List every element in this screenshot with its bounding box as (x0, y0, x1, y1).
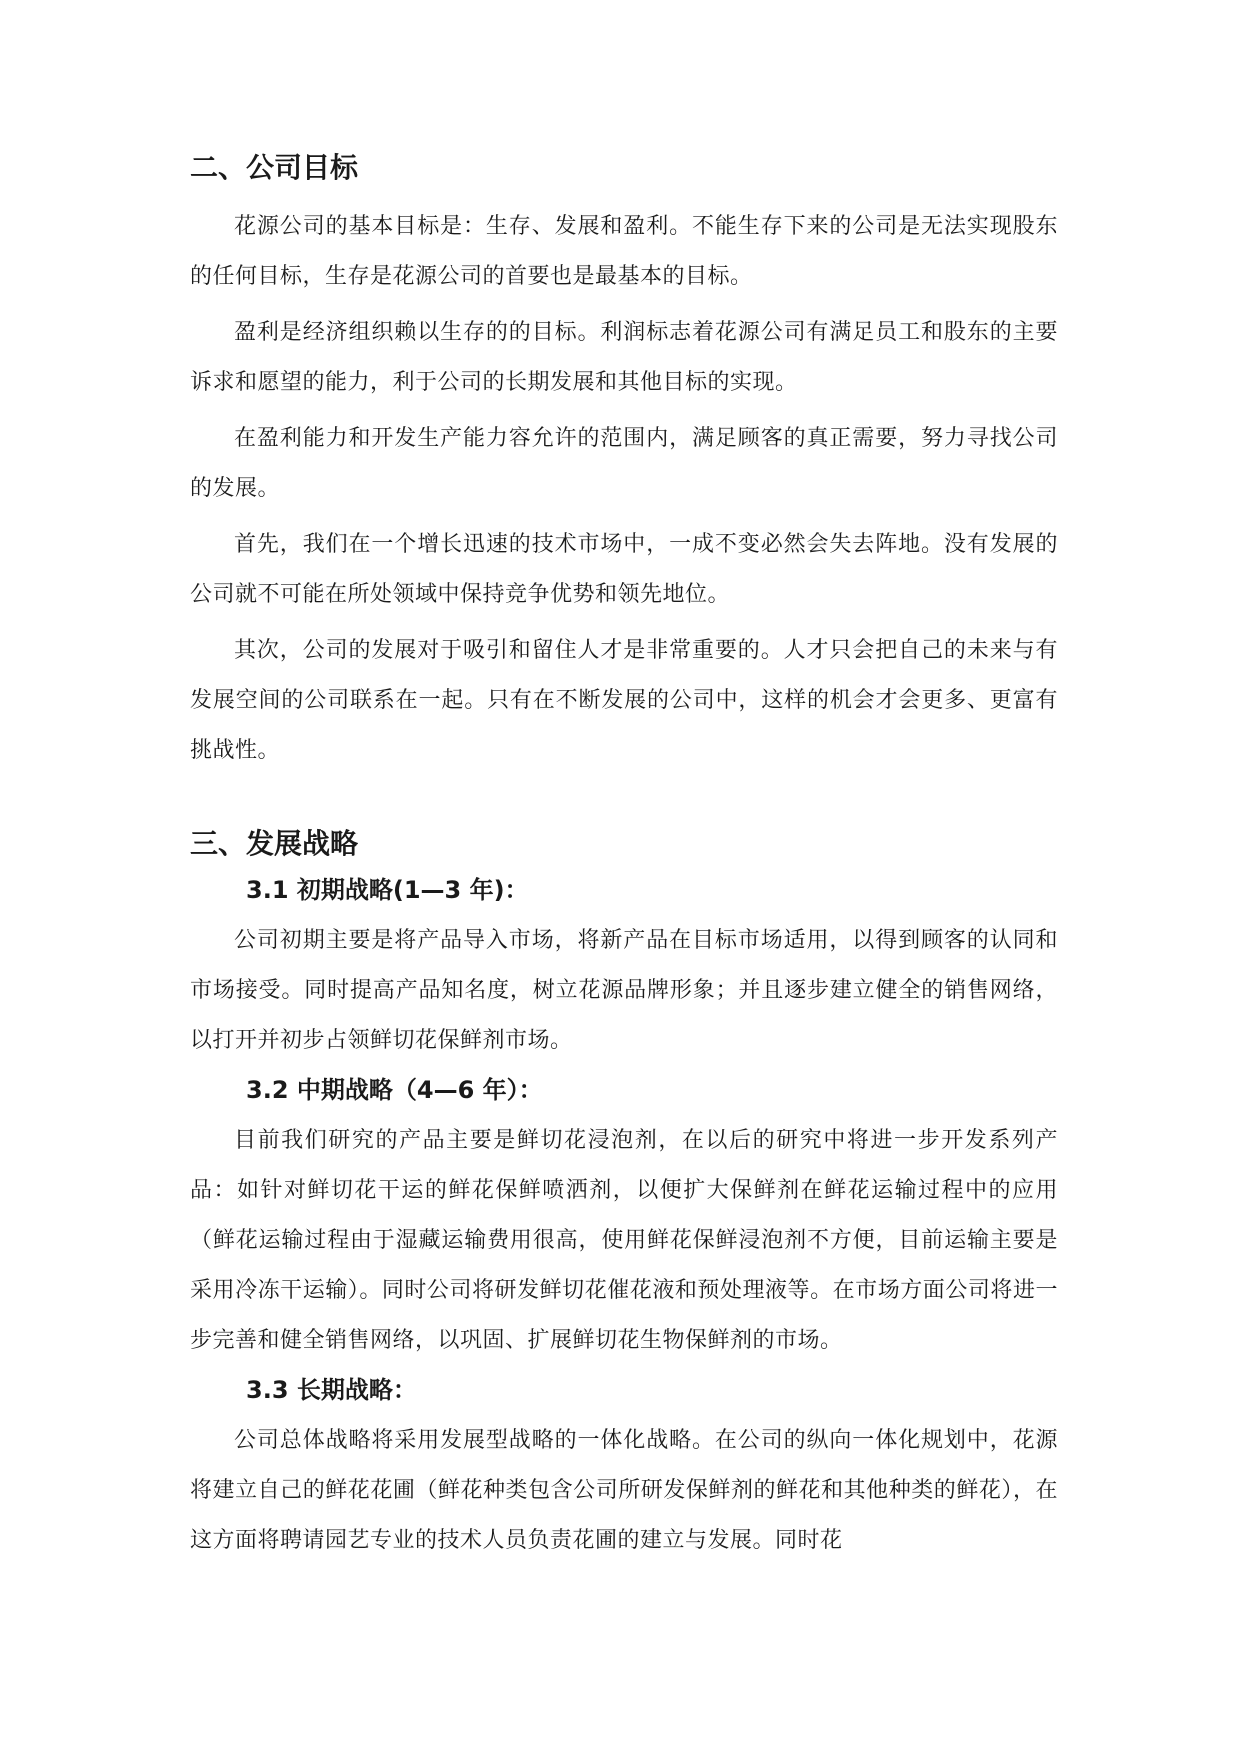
subsection-heading-mid-term-strategy: 3.2 中期战略（4—6 年）： (246, 1076, 543, 1104)
paragraph: 其次，公司的发展对于吸引和留住人才是非常重要的。人才只会把自己的未来与有发展空间的公司联系在一起。只有在不断发展的公司中，这样的机会才会更多、更富有挑战性。 (190, 638, 1058, 763)
section-heading-development-strategy: 三、发展战略 (190, 827, 359, 860)
paragraph: 公司总体战略将采用发展型战略的一体化战略。在公司的纵向一体化规划中，花源将建立自己的鲜花花圃（鲜花种类包含公司所研发保鲜剂的鲜花和其他种类的鲜花），在这方面将聘请园艺专业的技术人员负责花圃的建立与发展。同时花 (190, 1428, 1058, 1553)
paragraph: 公司初期主要是将产品导入市场，将新产品在目标市场适用，以得到顾客的认同和市场接受。同时提高产品知名度，树立花源品牌形象；并且逐步建立健全的销售网络，以打开并初步占领鲜切花保鲜剂市场。 (190, 928, 1058, 1053)
paragraph: 目前我们研究的产品主要是鲜切花浸泡剂，在以后的研究中将进一步开发系列产品：如针对鲜切花干运的鲜花保鲜喷洒剂，以便扩大保鲜剂在鲜花运输过程中的应用（鲜花运输过程由于湿藏运输费用很高，使用鲜花保鲜浸泡剂不方便，目前运输主要是采用冷冻干运输）。同时公司将研发鲜切花催花液和预处理液等。在市场方面公司将进一步完善和健全销售网络，以巩固、扩展鲜切花生物保鲜剂的市场。 (190, 1128, 1058, 1353)
paragraph: 盈利是经济组织赖以生存的的目标。利润标志着花源公司有满足员工和股东的主要诉求和愿望的能力，利于公司的长期发展和其他目标的实现。 (190, 320, 1058, 395)
section-heading-company-goals: 二、公司目标 (190, 151, 359, 184)
subsection-heading-long-term-strategy: 3.3 长期战略： (246, 1376, 417, 1404)
paragraph: 花源公司的基本目标是：生存、发展和盈利。不能生存下来的公司是无法实现股东的任何目标，生存是花源公司的首要也是最基本的目标。 (190, 214, 1058, 289)
document-body (190, 148, 1058, 1566)
paragraph: 在盈利能力和开发生产能力容允许的范围内，满足顾客的真正需要，努力寻找公司的发展。 (190, 426, 1058, 501)
paragraph: 首先，我们在一个增长迅速的技术市场中，一成不变必然会失去阵地。没有发展的公司就不可能在所处领域中保持竞争优势和领先地位。 (190, 532, 1058, 607)
subsection-heading-initial-strategy: 3.1 初期战略(1—3 年)： (246, 876, 529, 904)
